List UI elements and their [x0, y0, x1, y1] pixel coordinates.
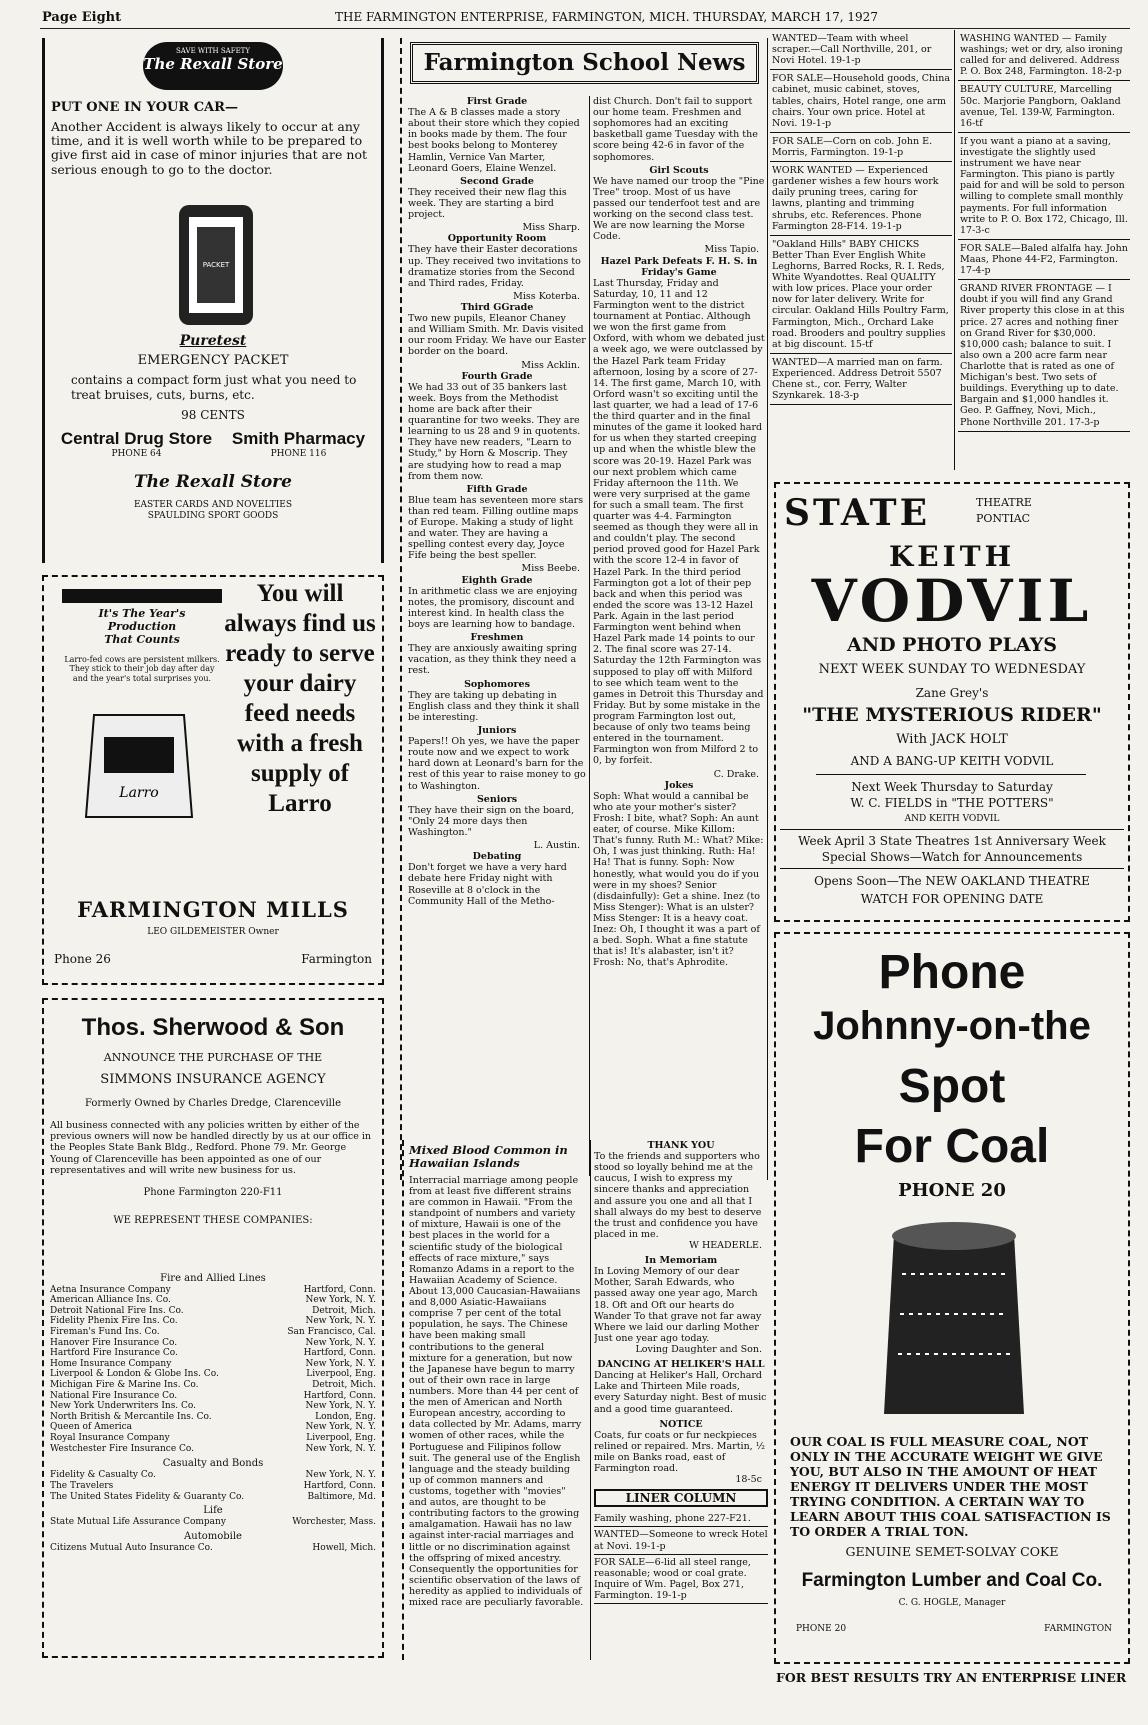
- company-city: Howell, Mich.: [312, 1542, 376, 1553]
- sherwood-title: Thos. Sherwood & Son: [81, 1014, 345, 1041]
- section-signature: C. Drake.: [713, 768, 759, 780]
- insurance-row: [50, 1295, 376, 1306]
- company-name: New York Underwriters Ins. Co.: [50, 1401, 197, 1412]
- state-theatre-ad: STATE THEATRE PONTIAC KEITH VODVIL AND PHOTO PLAYS NEXT WEEK SUNDAY TO WEDNESDAY Zane Grey's "THE MYSTERIOUS RIDER" With JACK HOLT AND A BANG-UP KEITH VODVIL Next Week Thursday to Saturday W. C. FIELDS in "THE POTTERS" AND KEITH VODVIL Week April 3 State Theatres 1st Anniversary Week Special Shows—Watch for Announcements Opens Soon—The NEW OAKLAND THEATRE WATCH FOR OPENING DATE: [774, 482, 1130, 922]
- section-text: They have their sign on the board, "Only 24 more days then Washington.": [408, 804, 575, 838]
- company-city: New York, N. Y.: [305, 1401, 376, 1412]
- classified-ad: FOR SALE—Baled alfalfa hay. John Maas, Phone 44-F2, Farmington. 17-4-p: [958, 240, 1130, 280]
- store-smith-pharmacy: Smith Pharmacy: [231, 428, 366, 448]
- insurance-row: [50, 1359, 376, 1370]
- section-heading: Fourth Grade: [461, 370, 533, 382]
- section-signature: L. Austin.: [533, 840, 580, 852]
- sherwood-ad: Thos. Sherwood & Son ANNOUNCE THE PURCHASE OF THE SIMMONS INSURANCE AGENCY Formerly Owned by Charles Dredge, Clarenceville All business connected with any policies written by either of the previous owners will now be handled directly by us at our office in the Peoples State Bank Bldg., Redford. Phone 79. Mr. George Young of Clarenceville has been appointed as one of our representatives and will write new business for us. Phone Farmington 220-F11 WE REPRESENT THESE COMPANIES: Fire and Allied Lines Aetna Insurance Company Hartford, Conn. American Alliance Ins. Co. New York, N. Y. Detroit National Fire Ins. Co. Detroit, Mich. Fidelity Phenix Fire Ins. Co. New York, N. Y. Fireman's Fund Ins. Co. San Francisco, Cal. Hanover Fire Insurance Co. New York, N. Y. Hartford Fire Insurance Co. Hartford, Conn. Home Insurance Company New York, N. Y. Liverpool & London & Globe Ins. Co. Liverpool, Eng. Michigan Fire & Marine Ins. Co. Detroit, Mich. National Fire Insurance Co. Hartford, Conn. New York Underwriters Ins. Co. New York, N. Y. North British & Mercantile Ins. Co. London, Eng. Queen of America New York, N. Y. Royal Insurance Company Liverpool, Eng. Westchester Fire Insurance Co. New York, N. Y. Casualty and Bonds Fidelity & Casualty Co. New York, N. Y. The Travelers Hartford, Conn. The United States Fidelity & Guaranty Co. Baltimore, Md. Life State Mutual Life Assurance Company Worchester, Mass. Automobile Citizens Mutual Auto Insurance Co. Howell, Mich.: [42, 998, 384, 1658]
- insurance-row: [50, 1306, 376, 1317]
- liner-ad: WANTED—Someone to wreck Hotel at Novi. 19-1-p: [594, 1527, 768, 1554]
- masthead: [0, 10, 1148, 30]
- company-name: North British & Mercantile Ins. Co.: [50, 1411, 212, 1422]
- section-heading: Second Grade: [460, 175, 534, 187]
- company-city: Detroit, Mich.: [312, 1380, 376, 1391]
- company-city: New York, N. Y.: [305, 1422, 376, 1433]
- section-text: We had 33 out of 35 bankers last week. Boys from the Methodist home are back after their quarantine for two weeks. They are learning to us 28 and 9 in quotents. They have new readers, "Learn to Study," by Horn & Moscrip. They are studying how to read a map from them now.: [408, 381, 581, 482]
- classified-ad: WASHING WANTED — Family washings; wet or dry, also ironing called for and delivered. Address P. O. Box 248, Farmington. 18-2-p: [958, 30, 1130, 81]
- section-text: Soph: What would a cannibal be who ate your mother's sister? Frosh: I bite, what? Soph: An aunt eater, of course. Mike Killom: That's funny. Ruth M.: What? Mike: Oh, I was just thinking. Ruth: Ha! Ha! That is funny. Soph: Now honestly, what would you do if you were in my shoes? Senior (disdainfully): Get a shine. Inez (to Miss Stenger): What is an ulster? Miss Stenger: It is a heavy coat. Inez: Oh, I thought it was a part of a bed. Soph. What a fine statute that is! It's alabaster, isn't it? Frosh: No, that's Aphrodite.: [593, 790, 764, 969]
- insurance-row: [50, 1316, 376, 1327]
- section-text: Don't forget we have a very hard debate here Friday night with Roseville at 8 o'clock in the Community Hall of the Metho-: [408, 862, 567, 907]
- company-name: Fidelity & Casualty Co.: [50, 1470, 156, 1481]
- classified-ad: GRAND RIVER FRONTAGE — I doubt if you will find any Grand River property this close in at this price. 27 acres and nothing finer on Grand River for $30,000. $10,000 cash; balance to suit. I also own a 200 acre farm near Charlotte that is rated as one of Michigan's best. Two sets of buildings. Everything up to date. Bargain and $1,000 handles it. Geo. P. Gaffney, Novi, Mich., Phone Northville 201. 17-3-p: [958, 280, 1130, 431]
- section-heading: Opportunity Room: [447, 233, 547, 245]
- insurance-row: [50, 1338, 376, 1349]
- section-text: Papers!! Oh yes, we have the paper route now and we expect to work hard down at Leonard's barn for the rest of this year to raise money to go to Washington.: [408, 736, 586, 792]
- casualty-list: [50, 1470, 376, 1502]
- larro-headline: You will always find us ready to serve your dairy feed needs with a fresh supply of Larro: [224, 580, 376, 817]
- company-city: New York, N. Y.: [305, 1443, 376, 1454]
- rexall-footer-logo: The Rexall Store: [134, 471, 292, 492]
- liner-list: [594, 1511, 768, 1604]
- section-heading: Sophomores: [464, 678, 530, 690]
- company-name: Aetna Insurance Company: [50, 1284, 171, 1295]
- company-city: Liverpool, Eng.: [306, 1369, 376, 1380]
- section-text: They have their Easter decorations up. They received two invitations to dramatize stories from the Second and Third rades, Friday.: [408, 244, 581, 289]
- insurance-row: [50, 1422, 376, 1433]
- fire-insurance-list: [50, 1285, 376, 1455]
- company-city: Baltimore, Md.: [307, 1491, 376, 1502]
- farmington-mills: FARMINGTON MILLS: [77, 897, 349, 922]
- company-name: Fireman's Fund Ins. Co.: [50, 1326, 160, 1337]
- company-name: Queen of America: [50, 1422, 133, 1433]
- section-text: dist Church. Don't fail to support our home team. Freshmen and sophomores had an exciting basketball game Tuesday with the score being 42-6 in favor of the sophomores.: [593, 96, 758, 163]
- company-city: New York, N. Y.: [305, 1358, 376, 1369]
- larro-ribbon: It's The Year's Production That Counts Larro-fed cows are persistent milkers. They stick to their job day after day and the year's total surprises you.: [62, 589, 222, 683]
- section-signature: Miss Tapio.: [704, 244, 759, 256]
- larro-bag-image: [74, 697, 204, 827]
- section-heading: Eighth Grade: [461, 574, 533, 586]
- company-city: San Francisco, Cal.: [287, 1326, 376, 1337]
- insurance-row: [50, 1369, 376, 1380]
- hawaii-article: Mixed Blood Common in Hawaiian Islands Interracial marriage among people from at least five different strains are common in Hawaii. "From the standpoint of numbers and variety of mixture, Hawaii is one of the best places in the world for a scientific study of the biological effects of race mixture," says Romanzo Adams in a report to the Hawaiian Academy of Science. About 13,000 Caucasian-Hawaiians and 8,000 Asiatic-Hawaiians comprise 7 per cent of the total population, he says. The Chinese have been making small contributions to the general mixture for a generation, but now the Japanese have begun to marry out of their own race in large numbers. More than 44 per cent of the men of American and North European ancestry, according to data collected by Mr. Adams, marry women of other races, while the Portuguese and Filipinos follow suit. The general use of the English language and the steady building up of common manners and customs, together with "movies" and autos, are thought to be contributing factors to the growing amalgamation. Hawaii has no law against inter-racial marriages and little or no discrimination against the offspring of mixed ancestry. Consequently the opportunities for scientific observation of the laws of heredity as applied to individuals of mixed race are peculiarly favorable.: [402, 1140, 584, 1660]
- insurance-row: [50, 1481, 376, 1492]
- section-heading: Freshmen: [470, 632, 524, 644]
- section-text: Blue team has seventeen more stars than red team. Filling outline maps of Europe. Making a study of light and water. They are having a spelling contest every day, Joyce Fife being the best speller.: [408, 494, 584, 562]
- company-city: New York, N. Y.: [305, 1295, 376, 1306]
- classified-ad: If you want a piano at a saving, investigate the slightly used instrument we have near Farmington. This piano is partly paid for and will be sold to person willing to complete small monthly payments. For full information write to P. O. Box 172, Chicago, Ill. 17-3-c: [958, 133, 1130, 240]
- section-heading: First Grade: [466, 96, 528, 107]
- section-heading: Fifth Grade: [466, 483, 528, 495]
- classified-ad: FOR SALE—Corn on cob. John E. Morris, Farmington. 19-1-p: [770, 133, 952, 162]
- section-signature: Miss Beebe.: [521, 563, 580, 575]
- company-city: Liverpool, Eng.: [306, 1433, 376, 1444]
- company-city: Hartford, Conn.: [303, 1348, 376, 1359]
- company-city: Detroit, Mich.: [312, 1305, 376, 1316]
- school-column-2: [593, 96, 765, 1176]
- insurance-row: [50, 1285, 376, 1296]
- classified-ad: BEAUTY CULTURE, Marcelling 50c. Marjorie Pangborn, Oakland avenue, Tel. 139-W, Farmington. 16-tf: [958, 81, 1130, 132]
- school-news-title: Farmington School News: [410, 42, 759, 84]
- hawaii-title: Mixed Blood Common in Hawaiian Islands: [409, 1143, 568, 1171]
- company-city: London, Eng.: [315, 1411, 376, 1422]
- company-name: The United States Fidelity & Guaranty Co.: [50, 1491, 245, 1502]
- classified-ad: WANTED—Team with wheel scraper.—Call Northville, 201, or Novi Hotel. 19-1-p: [770, 30, 952, 70]
- section-heading: Girl Scouts: [649, 164, 709, 176]
- classified-ad: WANTED—A married man on farm. Experienced. Address Detroit 5507 Chene st., cor. Ferry, Walter Szynkarek. 18-3-p: [770, 354, 952, 405]
- puretest-brand: Puretest: [179, 333, 247, 350]
- rexall-body: Another Accident is always likely to occur at any time, and it is well worth while to be prepared to give first aid in case of minor injuries that are not serious enough to go to the doctor.: [51, 118, 367, 177]
- section-text: Last Thursday, Friday and Saturday, 10, 11 and 12 Farmington went to the district tournament at Pontiac. Although we won the first game from Oxford, with whom we debated just a week ago, we were outclassed by the Hazel Park team Friday afternoon, losing by a score of 27-14. The first game, March 10, with Orford wasn't so exciting until the last quarter, we had a lead of 17-6 the third quarter and in the final minutes of the game it looked hard for us when they started creeping up and when the whistle blew the score was 20-19. Hazel Park was our next problem which came Friday afternoon the 11th. We were very surprised at the game for such a small team. The first quarter was 4-4. Farmington seemed as though they were all in and couldn't play. The second period proved good for Hazel Park with the score 12-4 in favor of Hazel Park. In the third period Farmington got a lot of their pep back and when this period was ended the score was 13-12 Hazel Park. Again in the last period Farmington went behind when Hazel Park made 14 points to our 2. The final score was 27-14. Saturday the 12th Farmington was supposed to play off with Milford to see which team went to the games in Detroit this Thursday and Friday. But by some mistake in the program Farmington lost out, because of only two teams being entered in the tournament. Farmington won from Milford 2 to 0, by forfeit.: [593, 277, 765, 767]
- insurance-row: [50, 1492, 376, 1503]
- school-column-1: [408, 96, 586, 1176]
- coal-sack-image: [864, 1214, 1044, 1424]
- section-text: The A & B classes made a story about their store which they copied in books made by them. The four best books belong to Monterey Hamlin, Vernice Van Marter, Leonard Goers, Elaine Wenzel.: [408, 107, 580, 174]
- agency-name: SIMMONS INSURANCE AGENCY: [100, 1071, 326, 1087]
- classified-ad: WORK WANTED — Experienced gardener wishes a few hours work daily pruning trees, caring for lawns, planting and trimming shrubs, etc. References. Phone Farmington 28-F14. 19-1-p: [770, 162, 952, 236]
- section-heading: Jokes: [664, 779, 694, 791]
- company-city: Hartford, Conn.: [303, 1284, 376, 1295]
- company-name: Detroit National Fire Ins. Co.: [50, 1305, 184, 1316]
- company-name: National Fire Insurance Co.: [50, 1390, 178, 1401]
- company-city: Hartford, Conn.: [303, 1390, 376, 1401]
- company-name: Hartford Fire Insurance Co.: [50, 1348, 178, 1359]
- auto-list: [50, 1543, 376, 1554]
- larro-bag-label: Larro: [119, 785, 159, 801]
- product-desc: contains a compact form just what you need to treat bruises, cuts, burns, etc.: [71, 373, 357, 402]
- insurance-row: [50, 1348, 376, 1359]
- rexall-headline: PUT ONE IN YOUR CAR—: [51, 100, 238, 115]
- insurance-row: [50, 1391, 376, 1402]
- insurance-row: [50, 1517, 376, 1528]
- section-text: We have named our troop the "Pine Tree" troop. Most of us have passed our tenderfoot test and are working on the second class test. We are now learning the Morse Code.: [593, 175, 765, 243]
- vodvil-title: VODVIL: [811, 567, 1093, 635]
- section-heading: Hazel Park Defeats F. H. S. in Friday's Game: [600, 255, 758, 278]
- section-signature: Miss Acklin.: [521, 359, 580, 371]
- company-name: The Travelers: [50, 1480, 114, 1491]
- company-city: Worchester, Mass.: [292, 1517, 376, 1528]
- section-text: In arithmetic class we are enjoying notes, the promisory, discount and interest kind. In health class the boys are learning how to bandage.: [408, 585, 578, 631]
- liner-ad: FOR SALE—6-lid all steel range, reasonable; wood or coal grate. Inquire of Wm. Pagel, Box 271, Farmington. 19-1-p: [594, 1555, 768, 1604]
- notices-column: THANK YOU To the friends and supporters who stood so loyally behind me at the caucus, I wish to express my sincere thanks and appreciation and assure you one and all that I shall always do my best to deserve the trust and confidence you have placed in me. W HEADERLE. In Memoriam In Loving Memory of our dear Mother, Sarah Edwards, who passed away one year ago, March 18. Oft and Oft our hearts do Wander To that grave not far away Where we laid our darling Mother Just one year ago today. Loving Daughter and Son. DANCING AT HELIKER'S HALL Dancing at Heliker's Hall, Orchard Lake and Thirteen Mile roads, every Saturday night. Best of music and a good time guaranteed. NOTICE Coats, fur coats or fur neckpieces relined or repaired. Mrs. Martin, ½ mile on Banks road, east of Farmington road. 18-5c LINER COLUMN Family washing, phone 227-F21. WANTED—Someone to wreck Hotel at Novi. 19-1-p FOR SALE—6-lid all steel range, reasonable; wood or coal grate. Inquire of Wm. Pagel, Box 271, Farmington. 19-1-p: [594, 1140, 768, 1680]
- life-list: [50, 1517, 376, 1528]
- company-city: Hartford, Conn.: [303, 1480, 376, 1491]
- coal-headline: Johnny-on-the: [813, 1004, 1091, 1048]
- liner-column-title: LINER COLUMN: [594, 1489, 768, 1507]
- insurance-row: [50, 1470, 376, 1481]
- insurance-row: [50, 1401, 376, 1412]
- insurance-row: [50, 1412, 376, 1423]
- insurance-row: [50, 1433, 376, 1444]
- company-city: New York, N. Y.: [305, 1316, 376, 1327]
- classifieds-column-2: [958, 30, 1130, 470]
- section-text: They are anxiously awaiting spring vacation, as they think they need a rest.: [408, 643, 577, 677]
- insurance-row: [50, 1444, 376, 1455]
- page-number: Page Eight: [42, 10, 122, 25]
- store-central-drug: Central Drug Store: [60, 428, 213, 448]
- price: 98 CENTS: [181, 408, 245, 423]
- school-news: [400, 38, 768, 1180]
- company-name: American Alliance Ins. Co.: [50, 1295, 171, 1306]
- classified-ad: "Oakland Hills" BABY CHICKS Better Than Ever English White Leghorns, Barred Rocks, R. I. Reds, White Wyandottes. Real QUALITY with low prices. Place your order now for later delivery. Write for circular. Oakland Hills Poultry Farm, Farmington, Mich., Orchard Lake road. Brooders and poultry supplies at big discount. 15-tf: [770, 236, 952, 354]
- coal-company: Farmington Lumber and Coal Co.: [801, 1570, 1103, 1591]
- svg-text:PACKET: PACKET: [202, 261, 230, 270]
- company-name: Michigan Fire & Marine Ins. Co.: [50, 1380, 199, 1391]
- state-name: STATE: [784, 492, 931, 534]
- section-signature: Miss Koterba.: [513, 290, 580, 302]
- insurance-row: [50, 1543, 376, 1554]
- company-city: New York, N. Y.: [305, 1337, 376, 1348]
- emergency-packet-image: [51, 183, 381, 333]
- classified-ad: FOR SALE—Household goods, China cabinet, music cabinet, stoves, tables, chairs, Hotel range, one arm chairs. Your own price. Hotel at Novi. 19-1-p: [770, 70, 952, 133]
- company-name: State Mutual Life Assurance Company: [50, 1517, 226, 1528]
- footer-slogan: FOR BEST RESULTS TRY AN ENTERPRISE LINER: [776, 1670, 1127, 1685]
- section-heading: Debating: [472, 851, 522, 863]
- section-heading: Juniors: [477, 725, 517, 737]
- company-name: Citizens Mutual Auto Insurance Co.: [50, 1542, 213, 1553]
- company-name: Home Insurance Company: [50, 1358, 172, 1369]
- company-name: Hanover Fire Insurance Co.: [50, 1337, 178, 1348]
- company-name: Fidelity Phenix Fire Ins. Co.: [50, 1316, 178, 1327]
- section-heading: Seniors: [476, 793, 518, 805]
- company-city: New York, N. Y.: [305, 1470, 376, 1481]
- company-name: Liverpool & London & Globe Ins. Co.: [50, 1369, 219, 1380]
- film-title: "THE MYSTERIOUS RIDER": [802, 704, 1102, 726]
- section-signature: Miss Sharp.: [522, 222, 580, 234]
- rexall-ad: SAVE WITH SAFETY The Rexall Store PUT ONE IN YOUR CAR— Another Accident is always likely to occur at any time, and it is well worth while to be prepared to give first aid in case of minor injuries that are not serious enough to go to the doctor. PACKET Puretest EMERGENCY PACKET contains a compact form just what you need to treat bruises, cuts, burns, etc. 98 CENTS Central Drug Store PHONE 64 Smith Pharmacy PHONE 116 The Rexall Store EASTER CARDS AND NOVELTIES SPAULDING SPORT GOODS: [42, 38, 384, 563]
- section-text: They are taking up debating in English class and they think it shall be interesting.: [408, 689, 580, 723]
- company-name: Royal Insurance Company: [50, 1433, 170, 1444]
- company-name: Westchester Fire Insurance Co.: [50, 1443, 195, 1454]
- coal-ad: Phone Johnny-on-the Spot For Coal PHONE 20 OUR COAL IS FULL MEASURE COAL, NOT ONLY IN THE ACCURATE WEIGHT WE GIVE YOU, BUT ALSO IN THE AMOUNT OF HEAT ENERGY IT DELIVERS UNDER THE MOST TRYING CONDITION. A CERTAIN WAY TO LEARN ABOUT THIS COAL SATISFACTION IS TO ORDER A TRIAL TON. GENUINE SEMET-SOLVAY COKE Farmington Lumber and Coal Co. C. G. HOGLE, Manager PHONE 20 FARMINGTON: [774, 932, 1130, 1664]
- rexall-badge: SAVE WITH SAFETY The Rexall Store: [143, 42, 283, 90]
- insurance-row: [50, 1327, 376, 1338]
- larro-ad: It's The Year's Production That Counts Larro-fed cows are persistent milkers. They stick to their job day after day and the year's total surprises you. Larro You will always find us ready to serve your dairy feed needs with a fresh supply of Larro FARMINGTON MILLS LEO GILDEMEISTER Owner Phone 26 Farmington: [42, 575, 384, 985]
- section-text: Two new pupils, Eleanor Chaney and William Smith. Mr. Davis visited our room Friday. We have our Easter border on the board.: [408, 313, 586, 358]
- classifieds-column-1: [770, 30, 952, 470]
- liner-ad: Family washing, phone 227-F21.: [594, 1511, 768, 1527]
- product-name: EMERGENCY PACKET: [137, 352, 289, 368]
- section-text: They received their new flag this week. They are starting a bird project.: [408, 186, 567, 221]
- masthead-title: THE FARMINGTON ENTERPRISE, FARMINGTON, MICH. THURSDAY, MARCH 17, 1927: [335, 10, 878, 24]
- section-heading: Third GGrade: [460, 301, 534, 313]
- insurance-row: [50, 1380, 376, 1391]
